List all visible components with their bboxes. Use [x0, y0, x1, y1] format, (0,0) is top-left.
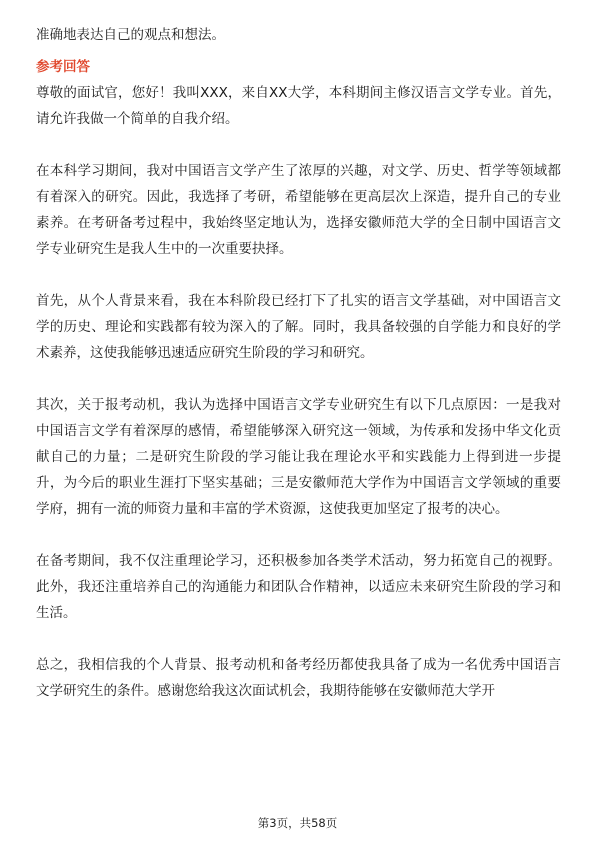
page-number: 第3页，共58页: [257, 816, 338, 830]
intro-line: 准确地表达自己的观点和想法。: [36, 27, 225, 43]
paragraph-1: 尊敬的面试官，您好！我叫XXX，来自XX大学，本科期间主修汉语言文学专业。首先，请允许我做一个简单的自我介绍。: [36, 85, 561, 127]
paragraph-2: 在本科学习期间，我对中国语言文学产生了浓厚的兴趣，对文学、历史、哲学等领域都有着深入的研究。因此，我选择了考研，希望能够在更高层次上深造，提升自己的专业素养。在考研备考过程中，我始终坚定地认为，选择安徽师范大学的全日制中国语言文学专业研究生是我人生中的一次重要抉择。: [36, 163, 561, 257]
paragraph-3: 首先，从个人背景来看，我在本科阶段已经打下了扎实的语言文学基础，对中国语言文学的历史、理论和实践都有较为深入的了解。同时，我具备较强的自学能力和良好的学术素养，这使我能够迅速适应研究生阶段的学习和研究。: [36, 293, 561, 361]
paragraph-5: 在备考期间，我不仅注重理论学习，还积极参加各类学术活动，努力拓宽自己的视野。此外，我还注重培养自己的沟通能力和团队合作精神，以适应未来研究生阶段的学习和生活。: [36, 553, 561, 621]
paragraph-6: 总之，我相信我的个人背景、报考动机和备考经历都使我具备了成为一名优秀中国语言文学研究生的条件。感谢您给我这次面试机会，我期待能够在安徽师范大学开: [36, 657, 561, 699]
section-heading: 参考回答: [36, 59, 90, 75]
document-body: [36, 22, 561, 730]
paragraph-4: 其次，关于报考动机，我认为选择中国语言文学专业研究生有以下几点原因：一是我对中国语言文学有着深厚的感情，希望能够深入研究这一领域，为传承和发扬中华文化贡献自己的力量；二是研究生阶段的学习能让我在理论水平和实践能力上得到进一步提升，为今后的职业生涯打下坚实基础；三是安徽师范大学作为中国语言文学领域的重要学府，拥有一流的师资力量和丰富的学术资源，这使我更加坚定了报考的决心。: [36, 397, 561, 517]
